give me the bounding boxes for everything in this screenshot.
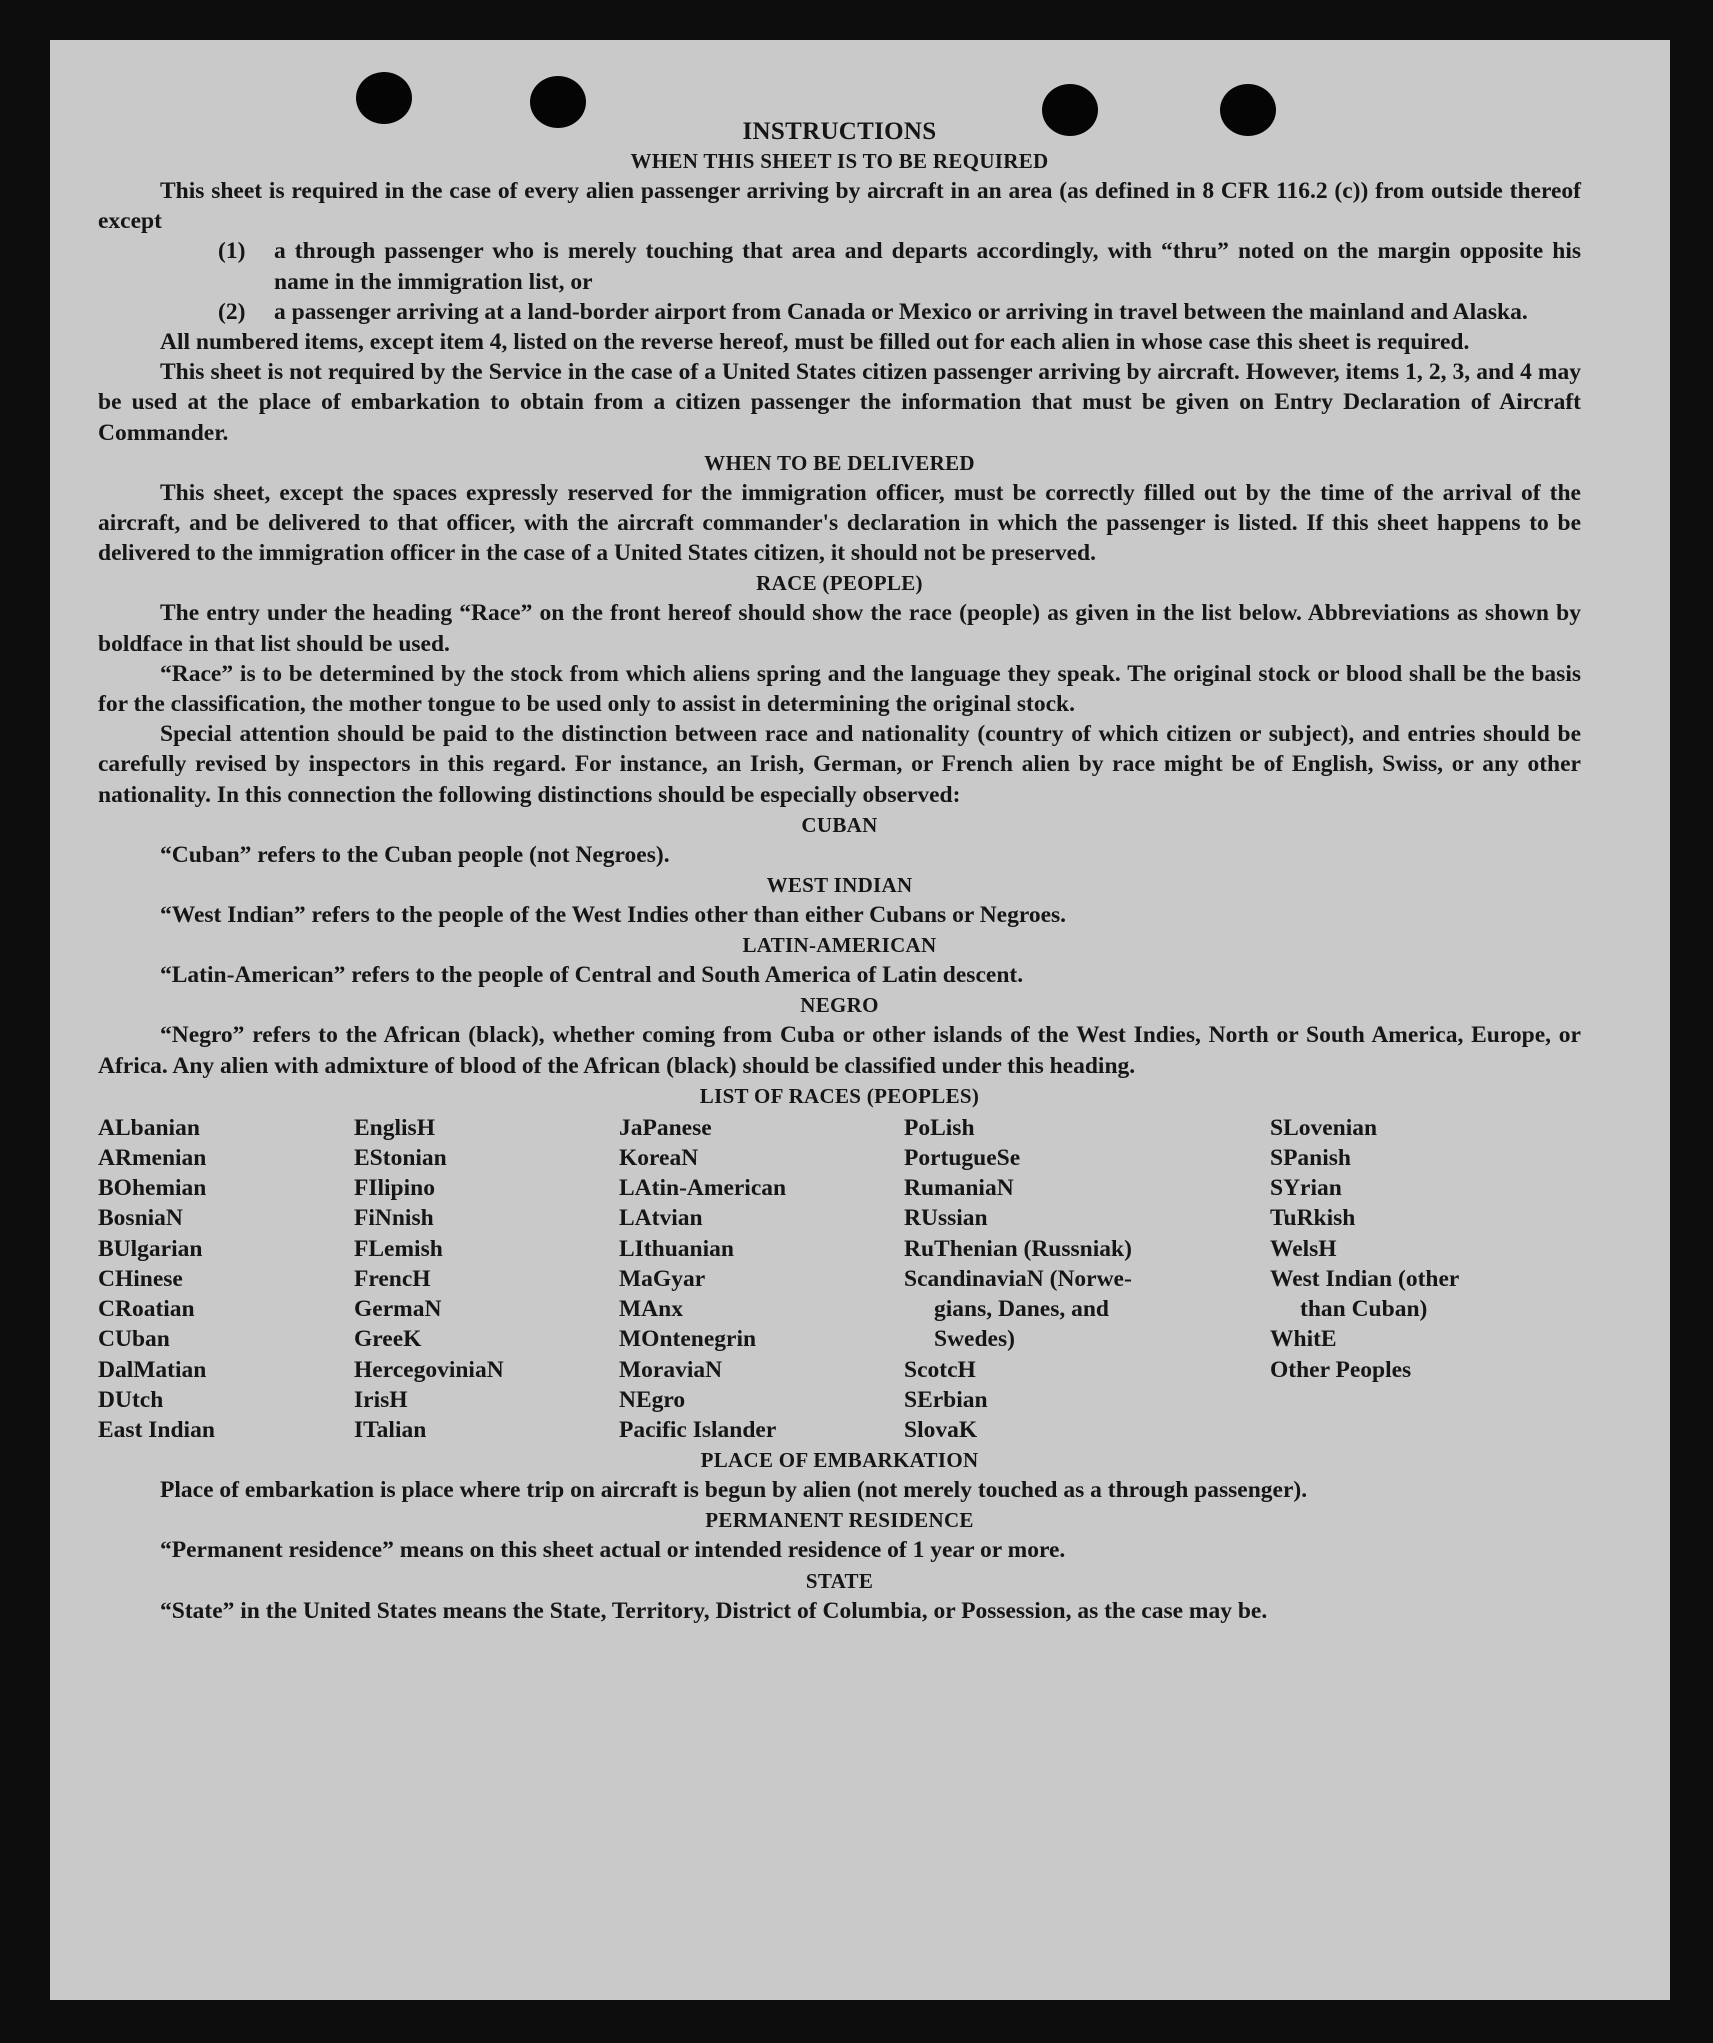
instructions-body — [98, 118, 1581, 1626]
paragraph: This sheet is not required by the Service in the case of a United States citizen passenger arriving by aircraft. However, items 1, 2, 3, and 4 may be used at the place of embarkation to obtain from a citizen passenger the information that must be given on Entry Declaration of Aircraft Commander. — [98, 359, 1581, 446]
race-item: LAtin-American — [619, 1175, 787, 1202]
paragraph: This sheet, except the spaces expressly reserved for the immigration officer, must be correctly filled out by the time of the arrival of the aircraft, and be delivered to that officer, with the aircraft commander's declaration in which the passenger is listed. If this sheet happens to be delivered to the immigration officer in the case of a United States citizen, it should not be preserved. — [98, 479, 1581, 567]
race-item: FiNnish — [354, 1205, 434, 1232]
paragraph: All numbered items, except item 4, listed on the reverse hereof, must be filled out for each alien in whose case this sheet is required. — [160, 329, 1470, 356]
race-item: RuThenian (Russniak) — [904, 1235, 1132, 1262]
section-heading-race: RACE (PEOPLE) — [756, 571, 923, 596]
enumerated-item — [218, 236, 1581, 296]
subheading-west-indian: WEST INDIAN — [766, 873, 913, 898]
race-column — [1270, 1113, 1570, 1445]
race-item: BUlgarian — [98, 1235, 203, 1262]
race-item: CUban — [98, 1326, 170, 1353]
race-item: NEgro — [619, 1386, 686, 1413]
race-item: BOhemian — [98, 1175, 207, 1202]
item-number: (1) — [218, 238, 246, 265]
subheading-cuban: CUBAN — [801, 812, 878, 837]
list-of-races-heading: LIST OF RACES (PEOPLES) — [699, 1083, 980, 1108]
section-heading-state: STATE — [805, 1568, 874, 1593]
race-item: EStonian — [354, 1145, 447, 1172]
section-heading-embarkation: PLACE OF EMBARKATION — [700, 1448, 979, 1473]
paragraph: The entry under the heading “Race” on the front hereof should show the race (people) as given in the list below. Abbreviations as shown by boldface in that list should be used. — [98, 600, 1581, 657]
race-item: MaGyar — [619, 1265, 706, 1292]
paragraph: “Permanent residence” means on this sheet actual or intended residence of 1 year or more. — [160, 1537, 1066, 1564]
race-item: than Cuban) — [1300, 1296, 1428, 1323]
race-item: SErbian — [904, 1386, 988, 1413]
race-item: ScandinaviaN (Norwe- — [904, 1265, 1132, 1292]
race-column — [354, 1113, 619, 1445]
race-item: EnglisH — [354, 1114, 435, 1141]
race-item: Pacific Islander — [619, 1416, 777, 1443]
race-item: LAtvian — [619, 1205, 703, 1232]
race-item: ScotcH — [904, 1356, 976, 1383]
page-title: INSTRUCTIONS — [742, 118, 937, 145]
race-item: ITalian — [354, 1416, 427, 1443]
paragraph: “State” in the United States means the State, Territory, District of Columbia, or Possession, as the case may be. — [160, 1597, 1268, 1624]
section-heading-delivered: WHEN TO BE DELIVERED — [704, 450, 975, 475]
race-item: RumaniaN — [904, 1175, 1014, 1202]
race-item: FLemish — [354, 1235, 443, 1262]
item-text: a through passenger who is merely touching that area and departs accordingly, with “thru” noted on the margin opposite his name in the immigration list, or — [274, 238, 1581, 295]
definition-negro: “Negro” refers to the African (black), whether coming from Cuba or other islands of the West Indies, North or South America, Europe, or Africa. Any alien with admixture of blood of the African (black) should be classified under this heading. — [98, 1022, 1581, 1079]
race-item: DalMatian — [98, 1356, 207, 1383]
paragraph: This sheet is required in the case of every alien passenger arriving by aircraft in an area (as defined in 8 CFR 116.2 (c)) from outside thereof except — [98, 178, 1581, 235]
punch-hole — [356, 72, 412, 124]
race-item: MAnx — [619, 1296, 683, 1323]
race-item: GreeK — [354, 1326, 422, 1353]
race-column — [904, 1113, 1270, 1445]
race-item: LIthuanian — [619, 1235, 734, 1262]
race-item: gians, Danes, and — [934, 1296, 1109, 1323]
subheading-negro: NEGRO — [800, 993, 879, 1018]
race-item: East Indian — [98, 1416, 215, 1443]
race-item: MoraviaN — [619, 1356, 723, 1383]
race-item: RUssian — [904, 1205, 988, 1232]
race-item: DUtch — [98, 1386, 164, 1413]
race-item: SPanish — [1270, 1145, 1351, 1172]
race-item: IrisH — [354, 1386, 408, 1413]
item-number: (2) — [218, 298, 246, 325]
paragraph: “Race” is to be determined by the stock from which aliens spring and the language they speak. The original stock or blood shall be the basis for the classification, the mother tongue to be used only to assist in determining the original stock. — [98, 660, 1581, 718]
definition-west-indian: “West Indian” refers to the people of the West Indies other than either Cubans or Negroes. — [160, 902, 1067, 929]
race-item: PortugueSe — [904, 1145, 1021, 1172]
race-item: FrencH — [354, 1265, 431, 1292]
race-item: Other Peoples — [1270, 1356, 1412, 1383]
race-item: ALbanian — [98, 1114, 200, 1141]
section-heading-required: WHEN THIS SHEET IS TO BE REQUIRED — [630, 149, 1049, 173]
definition-cuban: “Cuban” refers to the Cuban people (not Negroes). — [160, 841, 670, 868]
race-item: CHinese — [98, 1265, 183, 1292]
race-item: HercegoviniaN — [354, 1356, 504, 1383]
race-item: SYrian — [1270, 1175, 1342, 1202]
paragraph: Special attention should be paid to the distinction between race and nationality (country of which citizen or subject), and entries should be carefully revised by inspectors in this regard. For instance, an Irish, German, or French alien by race might be of English, Swiss, or any other nationality. In this connection the following distinctions should be especially observed: — [98, 721, 1581, 808]
race-item: PoLish — [904, 1114, 975, 1141]
race-item: West Indian (other — [1270, 1265, 1460, 1292]
race-item: GermaN — [354, 1296, 442, 1323]
race-item: SlovaK — [904, 1416, 978, 1443]
race-item: ARmenian — [98, 1145, 207, 1172]
definition-latin-american: “Latin-American” refers to the people of Central and South America of Latin descent. — [160, 962, 1024, 989]
race-item: MOntenegrin — [619, 1326, 757, 1353]
race-column — [619, 1113, 904, 1445]
race-item: FIlipino — [354, 1175, 435, 1202]
race-item: BosniaN — [98, 1205, 183, 1232]
race-item: WelsH — [1270, 1235, 1337, 1262]
race-item: WhitE — [1270, 1326, 1337, 1353]
race-column — [98, 1113, 354, 1445]
paragraph: Place of embarkation is place where trip on aircraft is begun by alien (not merely touched as a through passenger). — [160, 1477, 1308, 1504]
subheading-latin-american: LATIN-AMERICAN — [742, 933, 937, 958]
enumerated-item — [218, 297, 1581, 327]
race-item: JaPanese — [619, 1114, 712, 1141]
section-heading-residence: PERMANENT RESIDENCE — [705, 1508, 974, 1533]
race-item: SLovenian — [1270, 1114, 1378, 1141]
race-item: Swedes) — [934, 1326, 1015, 1353]
race-list — [98, 1113, 1581, 1445]
race-item: KoreaN — [619, 1145, 699, 1172]
race-item: TuRkish — [1270, 1205, 1356, 1232]
race-item: CRoatian — [98, 1296, 195, 1323]
item-text: a passenger arriving at a land-border airport from Canada or Mexico or arriving in travel between the mainland and Alaska. — [274, 298, 1528, 325]
